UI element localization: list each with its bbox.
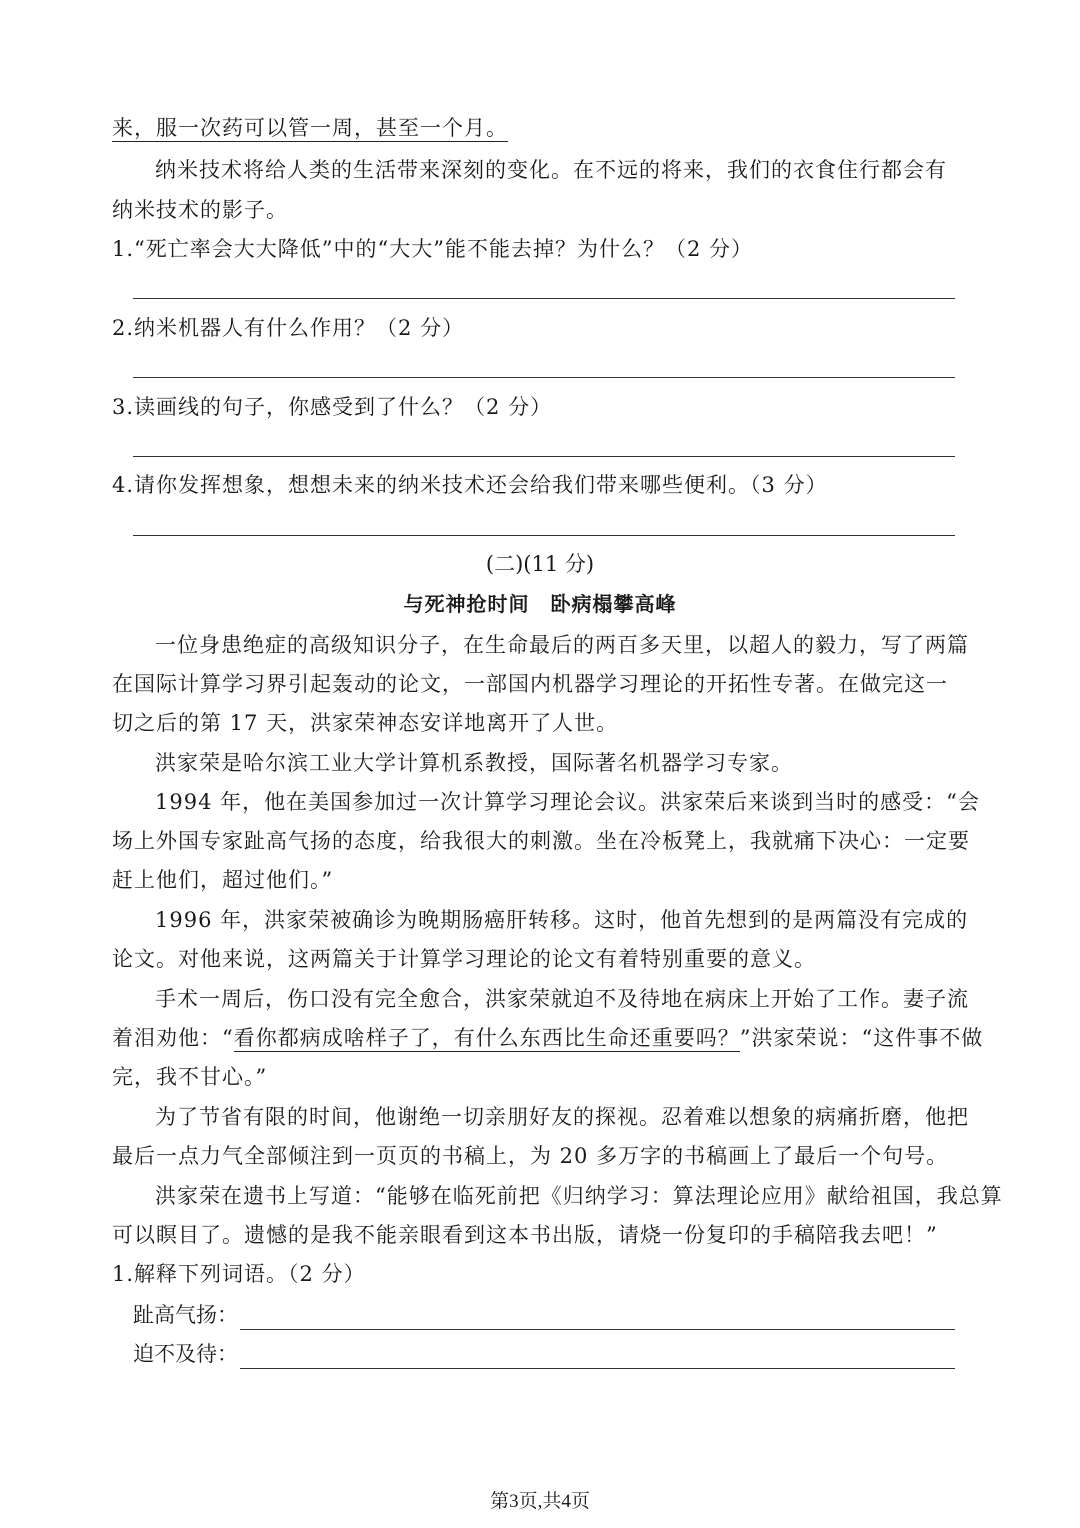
section-heading: (二)(11 分) — [485, 552, 595, 576]
passage-line: 最后一点力气全部倾注到一页页的书稿上，为 20 多万字的书稿画上了最后一个句号。 — [112, 1144, 949, 1168]
passage-title: 与死神抢时间 卧病榻攀高峰 — [403, 592, 677, 616]
passage-line: 切之后的第 17 天，洪家荣神态安详地离开了人世。 — [112, 711, 619, 735]
passage-line: 论文。对他来说，这两篇关于计算学习理论的论文有着特别重要的意义。 — [112, 947, 816, 971]
answer-line-4[interactable] — [133, 535, 955, 536]
question-4: 4.请你发挥想象，想想未来的纳米技术还会给我们带来哪些便利。（3 分） — [112, 473, 828, 497]
underlined-sentence: 来，服一次药可以管一周，甚至一个月。 — [112, 116, 508, 140]
passage-line: 赶上他们，超过他们。” — [112, 868, 334, 892]
vocab-row-1 — [133, 1300, 955, 1330]
passage-line — [112, 1023, 984, 1053]
passage-line: 在国际计算学习界引起轰动的论文，一部国内机器学习理论的开拓性专著。在做完这一 — [112, 672, 948, 696]
question-1: 1.“死亡率会大大降低”中的“大大”能不能去掉？为什么？（2 分） — [112, 237, 754, 261]
passage-line: 一位身患绝症的高级知识分子，在生命最后的两百多天里，以超人的毅力，写了两篇 — [155, 633, 969, 657]
question-2: 2.纳米机器人有什么作用？（2 分） — [112, 316, 465, 340]
question-3: 3.读画线的句子，你感受到了什么？（2 分） — [112, 395, 553, 419]
page-number: 第3页,共4页 — [490, 1491, 590, 1512]
text-run: ”洪家荣说：“这件事不做 — [739, 1026, 984, 1050]
answer-line-1[interactable] — [133, 298, 955, 299]
passage-line: 纳米技术的影子。 — [112, 198, 288, 222]
passage-line: 场上外国专家趾高气扬的态度，给我很大的刺激。坐在冷板凳上，我就痛下决心：一定要 — [112, 829, 970, 853]
vocab-label: 趾高气扬： — [133, 1303, 238, 1327]
passage-line: 洪家荣在遗书上写道：“能够在临死前把《归纳学习：算法理论应用》献给祖国，我总算 — [155, 1184, 1003, 1208]
vocab-answer-line[interactable] — [240, 1344, 955, 1369]
passage-line: 为了节省有限的时间，他谢绝一切亲朋好友的探视。忍着难以想象的病痛折磨，他把 — [155, 1105, 969, 1129]
passage-line: 洪家荣是哈尔滨工业大学计算机系教授，国际著名机器学习专家。 — [155, 751, 793, 775]
underlined-sentence: 看你都病成啥样子了，有什么东西比生命还重要吗？ — [233, 1026, 740, 1050]
passage-line: 手术一周后，伤口没有完全愈合，洪家荣就迫不及待地在病床上开始了工作。妻子流 — [155, 987, 969, 1011]
vocab-answer-line[interactable] — [240, 1305, 955, 1330]
text-run: 着泪劝他：“ — [112, 1026, 234, 1050]
passage-line: 可以瞑目了。遗憾的是我不能亲眼看到这本书出版，请烧一份复印的手稿陪我去吧！” — [112, 1223, 938, 1247]
vocab-label: 迫不及待： — [133, 1342, 238, 1366]
passage-line: 1996 年，洪家荣被确诊为晚期肠癌肝转移。这时，他首先想到的是两篇没有完成的 — [155, 908, 969, 932]
vocab-row-2 — [133, 1339, 955, 1369]
passage-line: 纳米技术将给人类的生活带来深刻的变化。在不远的将来，我们的衣食住行都会有 — [155, 158, 947, 182]
passage-line: 完，我不甘心。” — [112, 1065, 268, 1089]
question-5: 1.解释下列词语。（2 分） — [112, 1262, 366, 1286]
passage-line: 1994 年，他在美国参加过一次计算学习理论会议。洪家荣后来谈到当时的感受：“会 — [155, 790, 980, 814]
answer-line-2[interactable] — [133, 377, 955, 378]
answer-line-3[interactable] — [133, 456, 955, 457]
passage-line — [112, 113, 957, 143]
